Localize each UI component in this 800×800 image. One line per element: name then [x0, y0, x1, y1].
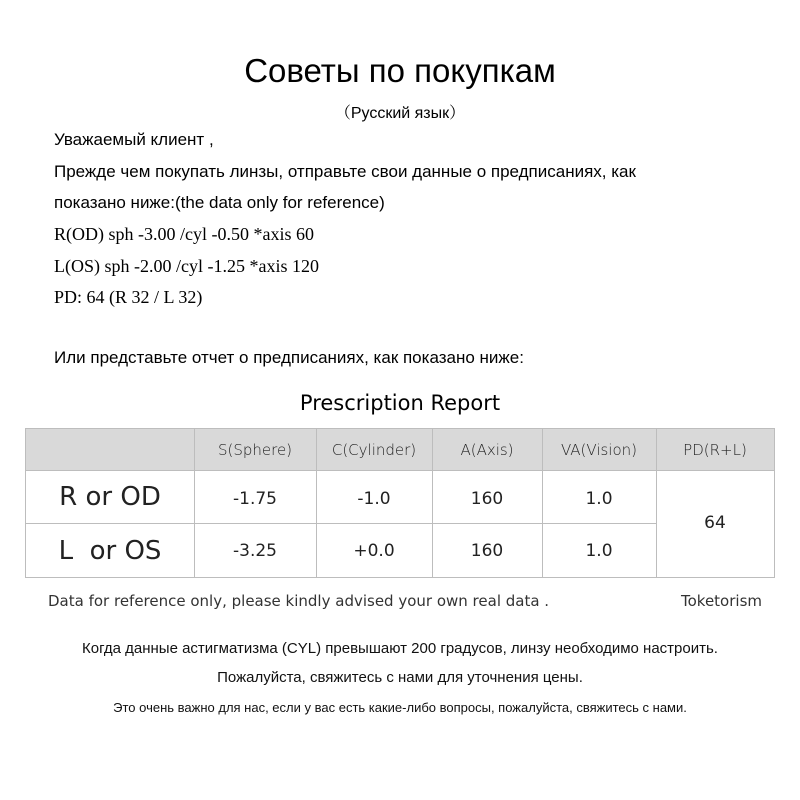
intro-line-1: Прежде чем покупать линзы, отправьте свои данные о предписаниях, как	[54, 162, 636, 181]
prescription-pd-line: PD: 64 (R 32 / L 32)	[54, 287, 203, 307]
od-vision-value: 1.0	[585, 489, 613, 509]
row-label-os: L or OS	[58, 536, 162, 566]
brand-name: Toketorism	[681, 592, 762, 610]
greeting-text: Уважаемый клиент ,	[54, 130, 214, 149]
report-title: Prescription Report	[299, 391, 501, 415]
od-sphere-value: -1.75	[233, 489, 277, 509]
alternative-instruction: Или представьте отчет о предписаниях, как показано ниже:	[54, 348, 524, 367]
prescription-os-line: L(OS) sph -2.00 /cyl -1.25 *axis 120	[54, 256, 319, 276]
os-sphere-value: -3.25	[233, 541, 277, 561]
intro-line-2: показано ниже:(the data only for reference)	[54, 193, 385, 212]
pd-value: 64	[704, 513, 726, 533]
header-sphere: S(Sphere)	[217, 441, 293, 459]
footer-line-3: Это очень важно для нас, если у вас есть какие-либо вопросы, пожалуйста, свяжитесь с нами.	[113, 700, 687, 715]
page-title: Советы по покупкам	[244, 52, 556, 89]
language-subtitle: （Русский язык）	[334, 105, 466, 122]
header-axis: A(Axis)	[460, 441, 514, 459]
header-pd: PD(R+L)	[683, 441, 747, 459]
prescription-table	[25, 428, 775, 578]
header-cylinder: C(Cylinder)	[331, 441, 417, 459]
prescription-od-line: R(OD) sph -3.00 /cyl -0.50 *axis 60	[54, 224, 314, 244]
od-axis-value: 160	[470, 489, 504, 509]
os-axis-value: 160	[470, 541, 504, 561]
row-label-od: R or OD	[59, 482, 161, 512]
table-divider	[656, 429, 657, 577]
reference-note: Data for reference only, please kindly advised your own real data .	[48, 592, 550, 610]
header-vision: VA(Vision)	[560, 441, 638, 459]
os-cylinder-value: +0.0	[353, 541, 395, 561]
table-divider	[26, 523, 656, 524]
footer-line-2: Пожалуйста, свяжитесь с нами для уточнения цены.	[217, 669, 583, 686]
od-cylinder-value: -1.0	[357, 489, 391, 509]
table-divider	[26, 470, 774, 471]
os-vision-value: 1.0	[585, 541, 613, 561]
footer-line-1: Когда данные астигматизма (CYL) превышают 200 градусов, линзу необходимо настроить.	[82, 640, 718, 657]
